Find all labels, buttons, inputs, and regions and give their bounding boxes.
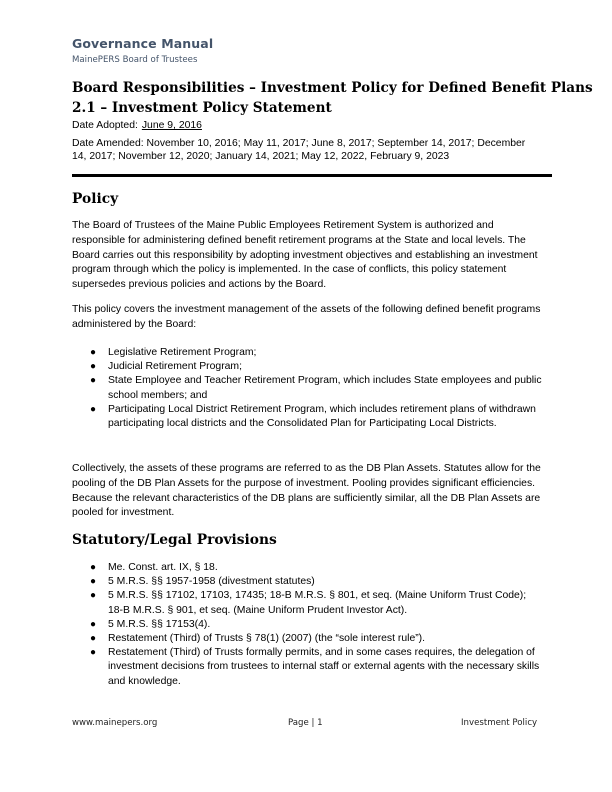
list-item: ● Judicial Retirement Program; bbox=[72, 360, 542, 374]
document-title: Board Responsibilities – Investment Policy for Defined Benefit Plans bbox=[72, 80, 593, 96]
list-item: ● Legislative Retirement Program; bbox=[72, 346, 542, 360]
bullet-icon: ● bbox=[90, 347, 97, 358]
manual-title: Governance Manual bbox=[72, 36, 214, 51]
footer-document-name: Investment Policy bbox=[461, 718, 538, 728]
bullet-icon: ● bbox=[90, 618, 97, 630]
section-divider bbox=[72, 174, 552, 177]
bullet-icon: ● bbox=[90, 576, 97, 588]
bullet-icon: ● bbox=[90, 562, 97, 573]
manual-subtitle: MainePERS Board of Trustees bbox=[72, 55, 198, 65]
policy-paragraph-3: Collectively, the assets of these programs are referred to as the DB Plan Assets. Statutes allow for the pooling of the DB Plan Assets for the purpose of investment. Pooling provides significant efficiencies. Because the relevant characteristics of the DB plans are sufficiently similar, all the DB Plan Assets are pooled for investment. bbox=[72, 463, 541, 519]
section-title: 2.1 – Investment Policy Statement bbox=[72, 100, 332, 116]
list-item: ● 5 M.R.S. §§ 1957-1958 (divestment statutes) bbox=[72, 575, 542, 589]
list-item: ● Restatement (Third) of Trusts § 78(1) (2007) (the “sole interest rule”). bbox=[72, 632, 542, 646]
list-item: ● Participating Local District Retirement Program, which includes retirement plans of withdrawn participating local districts and the Consolidated Plan for Participating Local Districts. bbox=[90, 403, 536, 430]
statutory-list bbox=[72, 561, 542, 689]
program-list bbox=[72, 346, 542, 431]
list-item: ● Restatement (Third) of Trusts formally permits, and in some cases requires, the delegation of investment decisions from trustees to internal staff or external agents with the necessary skills and knowledge. bbox=[90, 647, 540, 687]
date-amended bbox=[72, 138, 542, 163]
policy-paragraph-1: The Board of Trustees of the Maine Public Employees Retirement System is authorized and responsible for administering defined benefit retirement programs at the State and local levels. The Board carries out this responsibility by adopting investment objectives and establishing an investment program through which the policy is implemented. In the case of conflicts, this policy statement supersedes previous policies and actions by the Board. bbox=[72, 220, 538, 291]
date-amended-value: November 10, 2016; May 11, 2017; June 8, 2017; September 14, 2017; December 14, 2017; November 12, 2020; January 14, 2021; May 12, 2022, February 9, 2023 bbox=[72, 138, 526, 162]
date-adopted-label: Date Adopted: bbox=[72, 120, 138, 131]
footer-website[interactable]: www.mainepers.org bbox=[72, 718, 158, 728]
bullet-icon: ● bbox=[90, 633, 97, 645]
statutory-heading: Statutory/Legal Provisions bbox=[72, 532, 277, 548]
footer-page-number: Page | 1 bbox=[288, 718, 323, 728]
bullet-icon: ● bbox=[90, 361, 97, 373]
bullet-icon: ● bbox=[90, 375, 97, 387]
policy-heading: Policy bbox=[72, 191, 119, 207]
bullet-icon: ● bbox=[90, 647, 97, 659]
list-item: ● Me. Const. art. IX, § 18. bbox=[72, 561, 542, 575]
date-adopted bbox=[72, 120, 202, 131]
date-amended-label: Date Amended: bbox=[72, 138, 144, 149]
list-item: ● 5 M.R.S. §§ 17153(4). bbox=[72, 618, 542, 632]
date-adopted-value: June 9, 2016 bbox=[141, 120, 202, 131]
list-item: ● 5 M.R.S. §§ 17102, 17103, 17435; 18-B M.R.S. § 801, et seq. (Maine Uniform Trust Code); 18-B M.R.S. § 901, et seq. (Maine Uniform Prudent Investor Act). bbox=[90, 590, 527, 616]
bullet-icon: ● bbox=[90, 590, 97, 602]
policy-paragraph-2: This policy covers the investment management of the assets of the following defined benefit programs administered by the Board: bbox=[72, 304, 541, 330]
list-item: ● State Employee and Teacher Retirement Program, which includes State employees and public school members; and bbox=[90, 375, 542, 401]
bullet-icon: ● bbox=[90, 403, 97, 415]
